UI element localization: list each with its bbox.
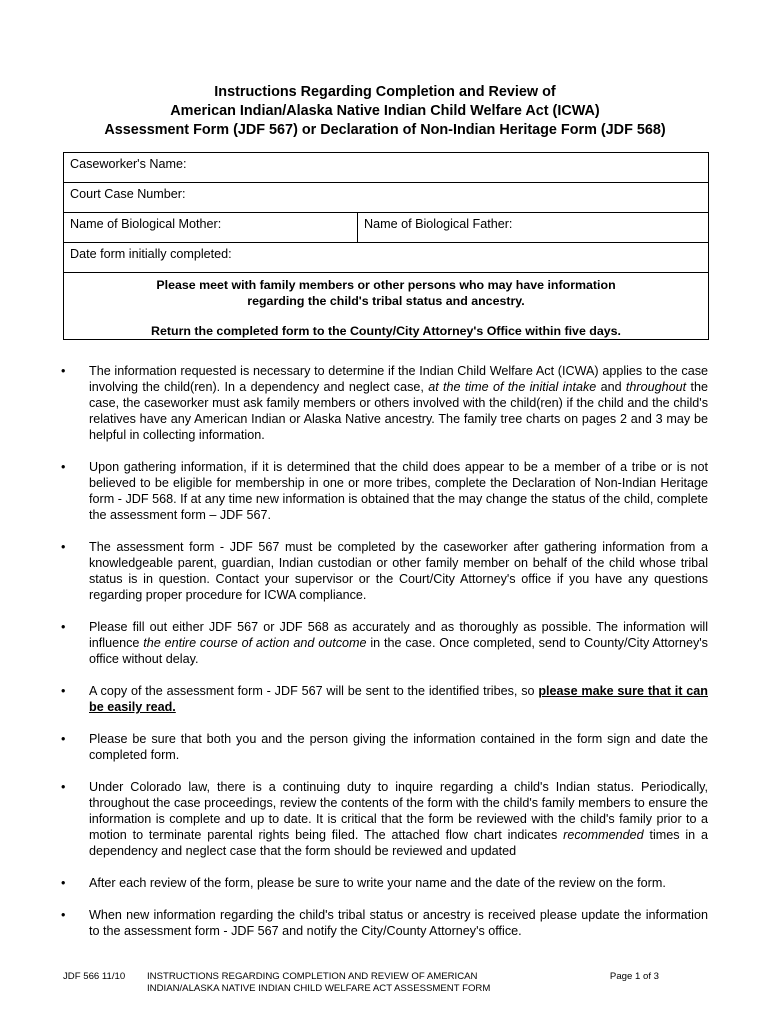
notice-line-2: regarding the child's tribal status and ancestry. bbox=[247, 294, 525, 308]
title-line-1: Instructions Regarding Completion and Review of bbox=[214, 84, 556, 100]
biological-mother-field[interactable]: Name of Biological Mother: bbox=[64, 213, 358, 243]
bullet-icon: • bbox=[61, 908, 66, 922]
bullet-icon: • bbox=[61, 620, 66, 634]
page-number: Page 1 of 3 bbox=[609, 971, 659, 982]
biological-father-field[interactable]: Name of Biological Father: bbox=[358, 213, 709, 243]
list-item: • Please fill out either JDF 567 or JDF 568 as accurately and as thoroughly as possible. The information will influence the entire course of action and outcome in the case. Once completed, send to County/City Attorney's office without delay. bbox=[58, 619, 708, 667]
caseworker-name-field[interactable]: Caseworker's Name: bbox=[64, 153, 709, 183]
title-line-2: American Indian/Alaska Native Indian Child Welfare Act (ICWA) bbox=[170, 103, 600, 119]
list-item: • The assessment form - JDF 567 must be completed by the caseworker after gathering information from a knowledgeable parent, guardian, Indian custodian or other family member on behalf of the child whose tribal status is in question. Contact your supervisor or the Court/City Attorney's office if you have any questions regarding proper procedure for ICWA compliance. bbox=[58, 539, 708, 603]
form-code: JDF 566 11/10 bbox=[63, 971, 126, 982]
bullet-icon: • bbox=[61, 460, 66, 474]
list-item: • A copy of the assessment form - JDF 567 will be sent to the identified tribes, so please make sure that it can be easily read. bbox=[58, 683, 708, 715]
list-item: • When new information regarding the child's tribal status or ancestry is received please update the information to the assessment form - JDF 567 and notify the City/County Attorney's office. bbox=[58, 907, 708, 939]
list-item: • Upon gathering information, if it is determined that the child does appear to be a member of a tribe or is not believed to be eligible for membership in one or more tribes, complete the Declaration of Non-Indian Heritage form - JDF 568. If at any time new information is obtained that the may change the status of the child, complete the assessment form – JDF 567. bbox=[58, 459, 708, 523]
instruction-list bbox=[58, 363, 708, 955]
notice-line-3: Return the completed form to the County/City Attorney's Office within five days. bbox=[151, 324, 621, 338]
page-footer bbox=[63, 971, 713, 995]
list-item: • The information requested is necessary to determine if the Indian Child Welfare Act (ICWA) applies to the case involving the child(ren). In a dependency and neglect case, at the time of the initial intake and throughout the case, the caseworker must ask family members or others involved with the child(ren) if the child and the child's relatives have any American Indian or Alaska Native ancestry. The family tree charts on pages 2 and 3 may be helpful in collecting information. bbox=[58, 363, 708, 443]
instruction-notice bbox=[64, 273, 709, 340]
title-line-3: Assessment Form (JDF 567) or Declaration of Non-Indian Heritage Form (JDF 568) bbox=[104, 122, 666, 138]
bullet-icon: • bbox=[61, 732, 66, 746]
list-item: • After each review of the form, please be sure to write your name and the date of the review on the form. bbox=[58, 875, 708, 891]
list-item: • Please be sure that both you and the person giving the information contained in the form sign and date the completed form. bbox=[58, 731, 708, 763]
bullet-icon: • bbox=[61, 364, 66, 378]
form-description: INSTRUCTIONS REGARDING COMPLETION AND REVIEW OF AMERICAN INDIAN/ALASKA NATIVE INDIAN CHILD WELFARE ACT ASSESSMENT FORM bbox=[147, 971, 491, 994]
bullet-icon: • bbox=[61, 780, 66, 794]
court-case-number-field[interactable]: Court Case Number: bbox=[64, 183, 709, 213]
date-completed-field[interactable]: Date form initially completed: bbox=[64, 243, 709, 273]
list-item: • Under Colorado law, there is a continuing duty to inquire regarding a child's Indian status. Periodically, throughout the case proceedings, review the contents of the form with the child's family members to ensure the information is complete and up to date. It is critical that the form be reviewed with the child's family prior to a motion to terminate parental rights being filed. The attached flow chart indicates recommended times in a dependency and neglect case that the form should be reviewed and updated bbox=[58, 779, 708, 859]
bullet-icon: • bbox=[61, 876, 66, 890]
document-title bbox=[0, 83, 770, 140]
bullet-icon: • bbox=[61, 540, 66, 554]
notice-line-1: Please meet with family members or other persons who may have information bbox=[156, 278, 616, 292]
bullet-icon: • bbox=[61, 684, 66, 698]
case-info-table bbox=[63, 152, 709, 340]
